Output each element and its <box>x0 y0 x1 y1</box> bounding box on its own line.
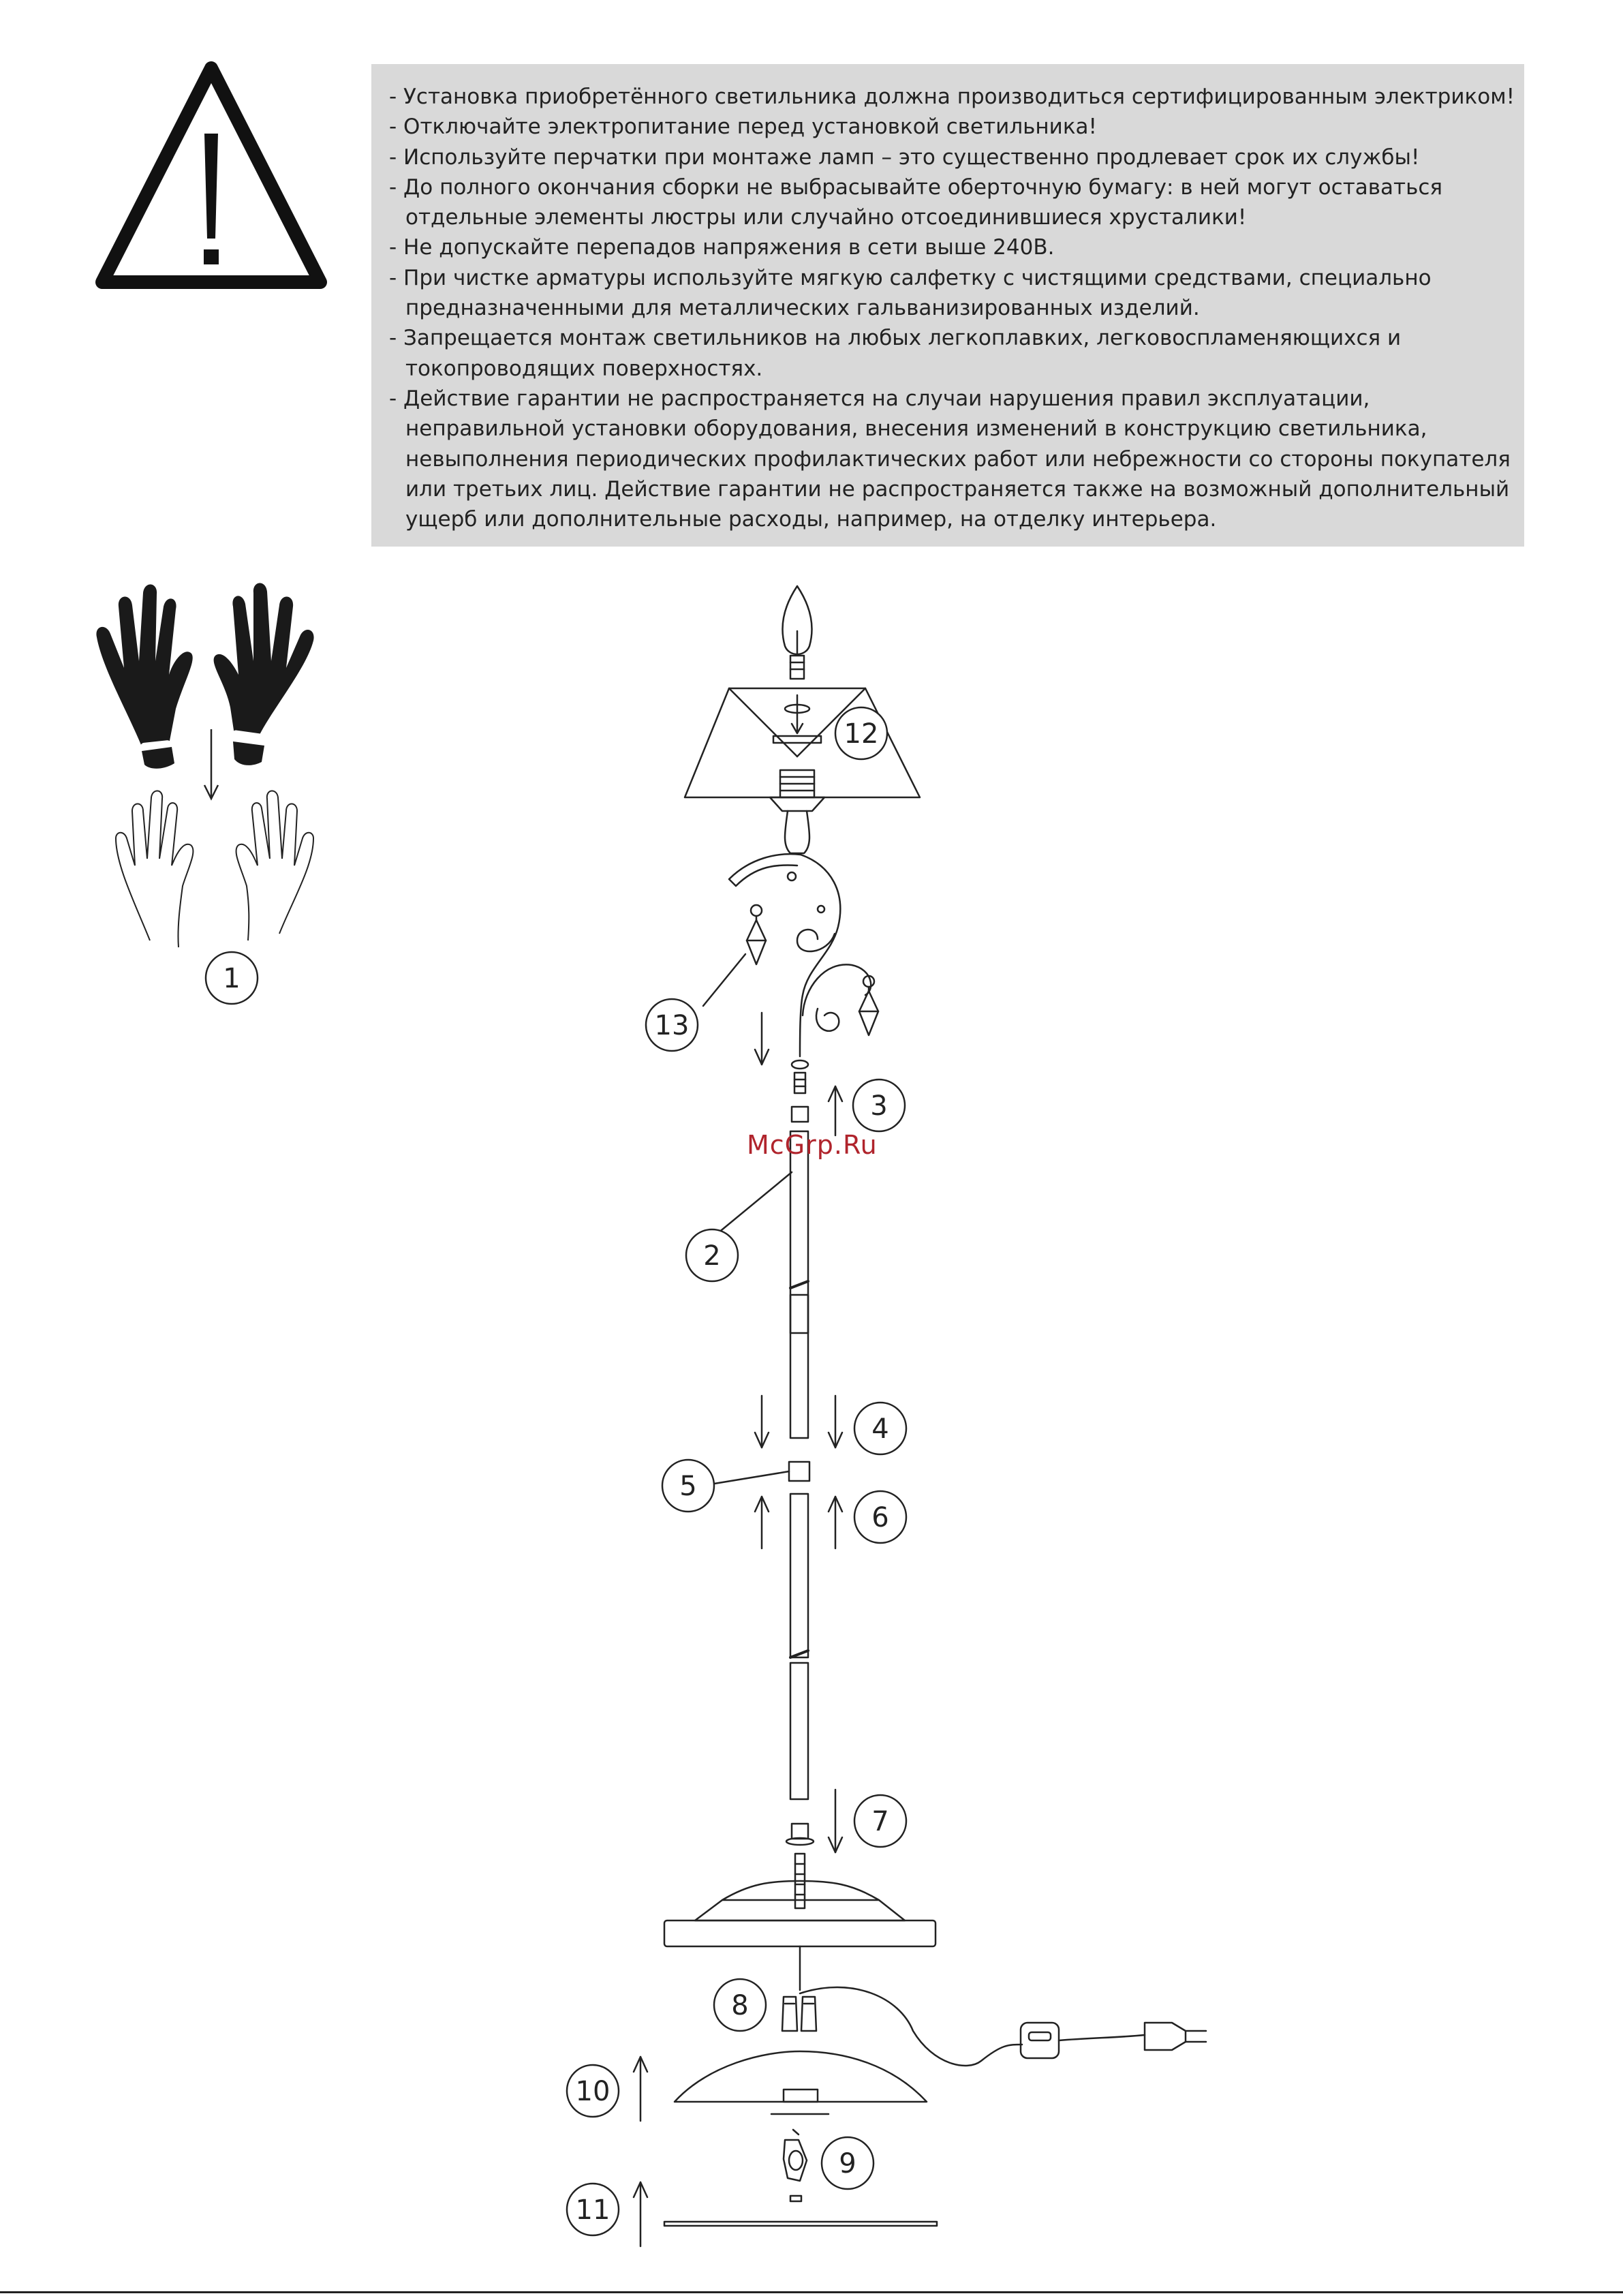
callout-12 <box>835 707 887 759</box>
gloves-illustration <box>89 566 334 1009</box>
lamp-base <box>664 1881 936 1946</box>
up-arrow-icon <box>634 2057 647 2121</box>
svg-text:4: 4 <box>871 1413 889 1445</box>
glove-icon <box>214 583 314 765</box>
callout-3 <box>853 1080 905 1131</box>
safety-notice <box>371 64 1524 547</box>
lampshade <box>685 688 920 853</box>
up-arrow-icon <box>634 2182 647 2246</box>
bottom-cover <box>675 2051 927 2102</box>
upper-tube <box>790 1131 808 1333</box>
svg-text:2: 2 <box>703 1240 721 1272</box>
callout-1 <box>206 952 258 1004</box>
callout-4 <box>854 1403 906 1454</box>
warning-triangle-icon <box>95 60 327 292</box>
up-arrow-icon <box>829 1497 842 1548</box>
notice-line: - Не допускайте перепадов напряжения в сети выше 240В. <box>389 235 1055 260</box>
notice-line: токопроводящих поверхностях. <box>405 356 763 381</box>
down-arrow-icon <box>829 1396 842 1448</box>
nut-and-washer <box>784 2130 807 2201</box>
power-plug-icon <box>1145 2023 1206 2050</box>
callout-6 <box>854 1491 906 1543</box>
notice-line: - До полного окончания сборки не выбрасывайте оберточную бумагу: в ней могут оставаться <box>389 174 1443 200</box>
svg-text:8: 8 <box>731 1990 749 2021</box>
svg-text:13: 13 <box>654 1010 690 1041</box>
crystal-pendant-icon <box>859 976 878 1035</box>
glove-icon <box>96 584 192 768</box>
callout-8 <box>714 1979 766 2031</box>
svg-text:12: 12 <box>844 718 879 750</box>
notice-line: - Отключайте электропитание перед установкой светильника! <box>389 114 1097 140</box>
svg-text:7: 7 <box>871 1806 889 1837</box>
svg-text:1: 1 <box>223 963 241 994</box>
crystal-pendant-icon <box>747 905 766 964</box>
down-arrow-icon <box>755 1396 769 1448</box>
notice-line: - Установка приобретённого светильника должна производиться сертифицированным электриком! <box>389 85 1515 109</box>
callout-10 <box>567 2065 619 2117</box>
tube-coupling <box>789 1462 809 1481</box>
callout-2 <box>686 1229 738 1281</box>
svg-text:9: 9 <box>839 2148 856 2179</box>
callout-11 <box>567 2184 619 2235</box>
callout-13 <box>646 999 698 1051</box>
notice-line: - При чистке арматуры используйте мягкую салфетку с чистящими средствами, специально <box>389 265 1432 290</box>
cord-switch <box>1021 2023 1059 2058</box>
notice-line: - Действие гарантии не распространяется на случаи нарушения правил эксплуатации, <box>389 386 1370 411</box>
svg-text:5: 5 <box>679 1471 697 1502</box>
notice-line: неправильной установки оборудования, внесения изменений в конструкцию светильника, <box>405 416 1427 442</box>
candle-bulb-icon <box>783 586 812 679</box>
notice-line: или третьих лиц. Действие гарантии не распространяется также на возможный дополнительный <box>405 476 1510 502</box>
wire-connector-icon <box>782 1997 816 2031</box>
felt-pad <box>664 2222 937 2226</box>
down-arrow-icon <box>755 1013 769 1065</box>
notice-line: невыполнения периодических профилактических работ или небрежности со стороны покупателя <box>405 446 1511 472</box>
floor-lamp-assembly-diagram <box>531 572 1295 2263</box>
down-arrow-icon <box>204 729 218 799</box>
svg-text:11: 11 <box>575 2194 610 2226</box>
bottom-rule <box>0 2291 1623 2293</box>
notice-line: ущерб или дополнительные расходы, например, на отделку интерьера. <box>405 507 1217 532</box>
notice-line: предназначенными для металлических гальванизированных изделий. <box>405 296 1200 321</box>
decorative-scroll-arm <box>729 854 871 1056</box>
up-arrow-icon <box>755 1497 769 1548</box>
callout-5 <box>662 1460 714 1512</box>
down-arrow-icon <box>829 1790 842 1852</box>
svg-text:3: 3 <box>870 1090 888 1122</box>
callout-9 <box>822 2137 874 2189</box>
callout-7 <box>854 1795 906 1847</box>
svg-text:10: 10 <box>575 2076 610 2107</box>
bare-hand-icon <box>116 791 313 947</box>
notice-line: - Запрещается монтаж светильников на любых легкоплавких, легковоспламеняющихся и <box>389 326 1402 351</box>
notice-line: отдельные элементы люстры или случайно отсоединившиеся хрусталики! <box>405 205 1247 230</box>
svg-text:6: 6 <box>871 1502 889 1533</box>
up-arrow-icon <box>829 1086 842 1135</box>
watermark: McGrp.Ru <box>747 1130 878 1160</box>
notice-line: - Используйте перчатки при монтаже ламп – это существенно продлевает срок их службы! <box>389 144 1420 170</box>
